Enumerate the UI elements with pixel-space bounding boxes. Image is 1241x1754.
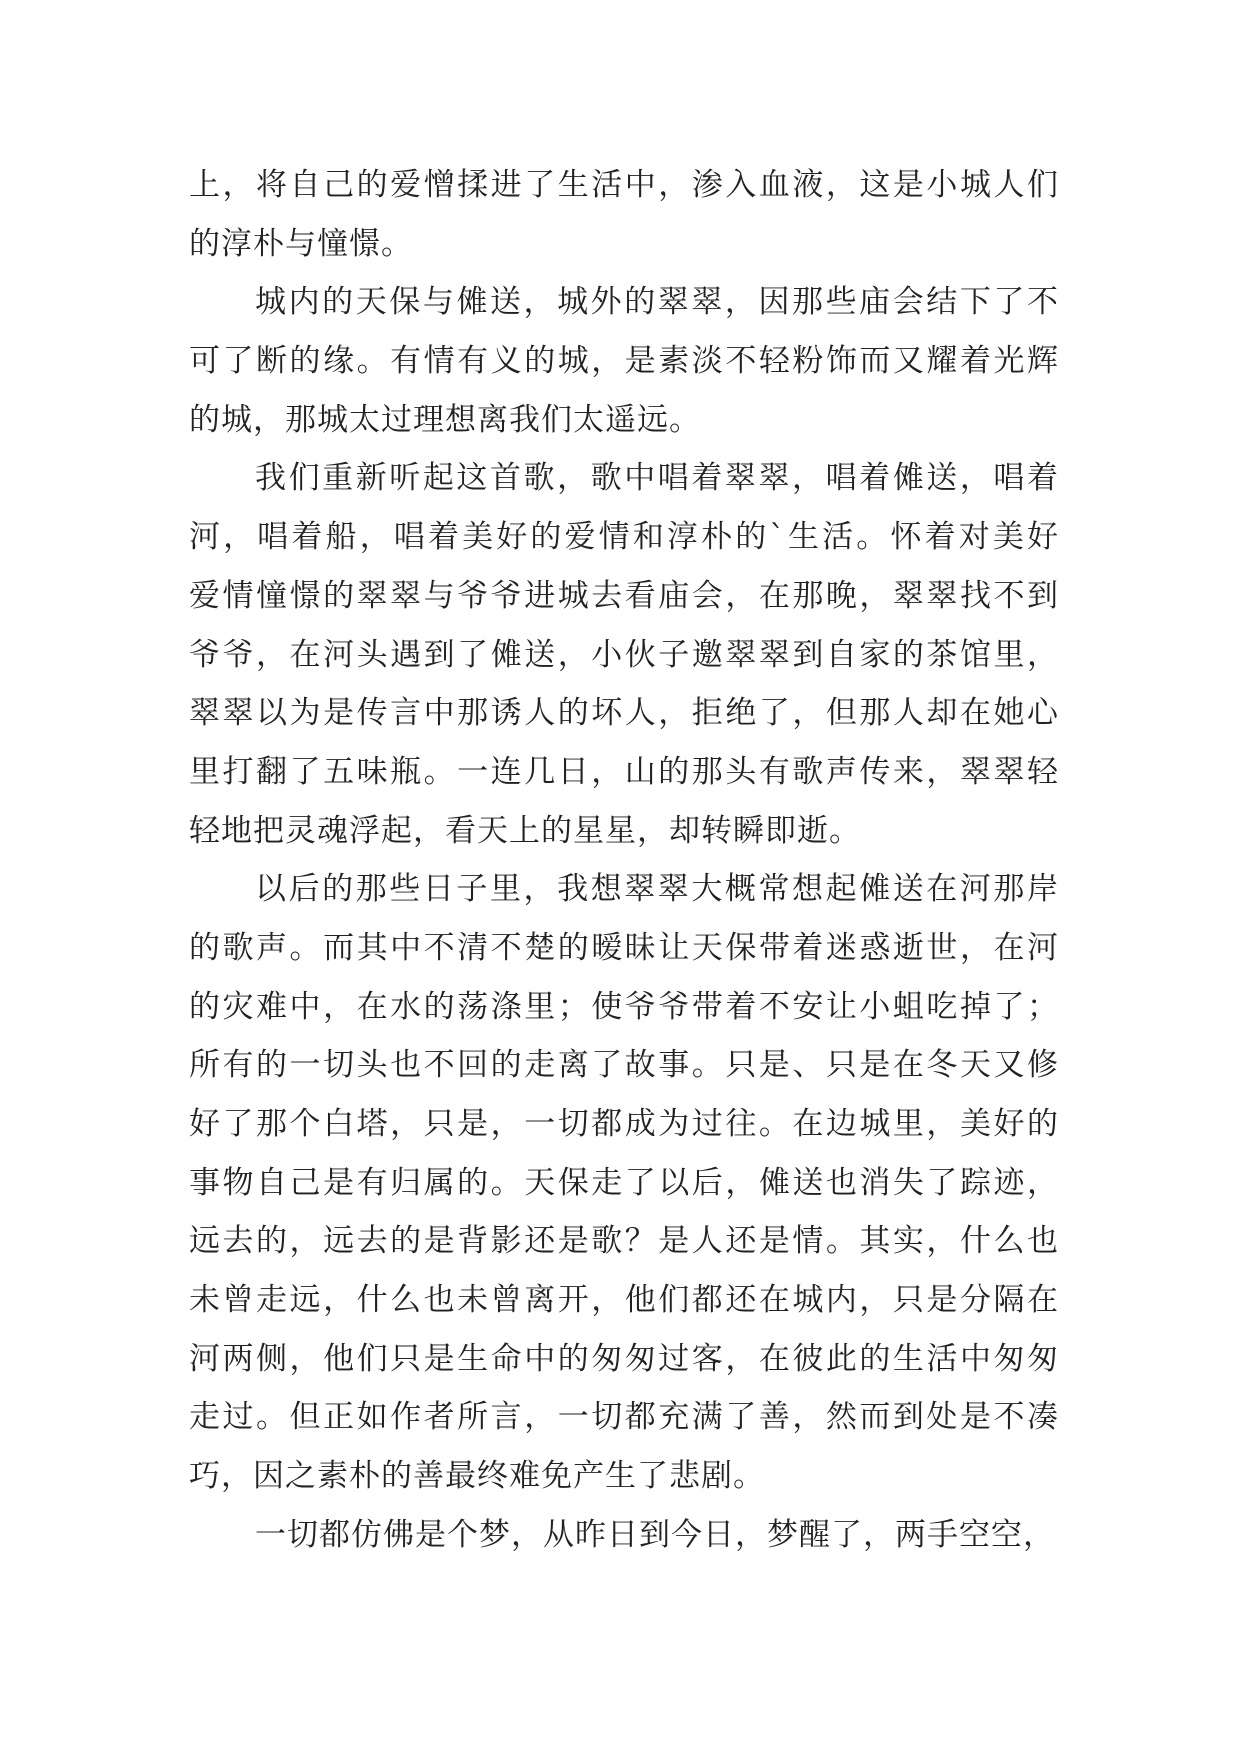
text-line: 可了断的缘。有情有义的城，是素淡不轻粉饰而又耀着光辉 — [189, 343, 1059, 380]
document-body — [189, 156, 1059, 1565]
text-line: 巧，因之素朴的善最终难免产生了悲剧。 — [189, 1458, 765, 1495]
text-line: 未曾走远，什么也未曾离开，他们都还在城内，只是分隔在 — [189, 1282, 1059, 1319]
text-line: 以后的那些日子里，我想翠翠大概常想起傩送在河那岸 — [255, 871, 1059, 908]
text-line: 爱情憧憬的翠翠与爷爷进城去看庙会，在那晚，翠翠找不到 — [189, 577, 1059, 614]
text-line: 翠翠以为是传言中那诱人的坏人，拒绝了，但那人却在她心 — [189, 695, 1059, 732]
text-line: 远去的，远去的是背影还是歌？是人还是情。其实，什么也 — [189, 1223, 1059, 1260]
text-line: 我们重新听起这首歌，歌中唱着翠翠，唱着傩送，唱着 — [255, 460, 1059, 497]
text-line: 走过。但正如作者所言，一切都充满了善，然而到处是不凑 — [189, 1399, 1059, 1436]
text-line: 城内的天保与傩送，城外的翠翠，因那些庙会结下了不 — [255, 284, 1059, 321]
text-line: 的歌声。而其中不清不楚的暧昧让天保带着迷惑逝世，在河 — [189, 929, 1059, 966]
text-line: 事物自己是有归属的。天保走了以后，傩送也消失了踪迹， — [189, 1164, 1059, 1201]
text-line: 轻地把灵魂浮起，看天上的星星，却转瞬即逝。 — [189, 812, 861, 849]
text-line: 的灾难中，在水的荡涤里；使爷爷带着不安让小蛆吃掉了； — [189, 988, 1059, 1025]
text-line: 河，唱着船，唱着美好的爱情和淳朴的`生活。怀着对美好 — [189, 519, 1059, 556]
text-line: 的淳朴与憧憬。 — [189, 225, 413, 262]
text-line: 里打翻了五味瓶。一连几日，山的那头有歌声传来，翠翠轻 — [189, 753, 1059, 790]
text-line: 一切都仿佛是个梦，从昨日到今日，梦醒了，两手空空， — [255, 1516, 1055, 1553]
text-line: 河两侧，他们只是生命中的匆匆过客，在彼此的生活中匆匆 — [189, 1340, 1059, 1377]
text-line: 爷爷，在河头遇到了傩送，小伙子邀翠翠到自家的茶馆里， — [189, 636, 1059, 673]
text-line: 上，将自己的爱憎揉进了生活中，渗入血液，这是小城人们 — [189, 167, 1059, 203]
text-line: 的城，那城太过理想离我们太遥远。 — [189, 401, 701, 438]
text-line: 好了那个白塔，只是，一切都成为过往。在边城里，美好的 — [189, 1106, 1059, 1142]
text-line: 所有的一切头也不回的走离了故事。只是、只是在冬天又修 — [189, 1047, 1059, 1084]
